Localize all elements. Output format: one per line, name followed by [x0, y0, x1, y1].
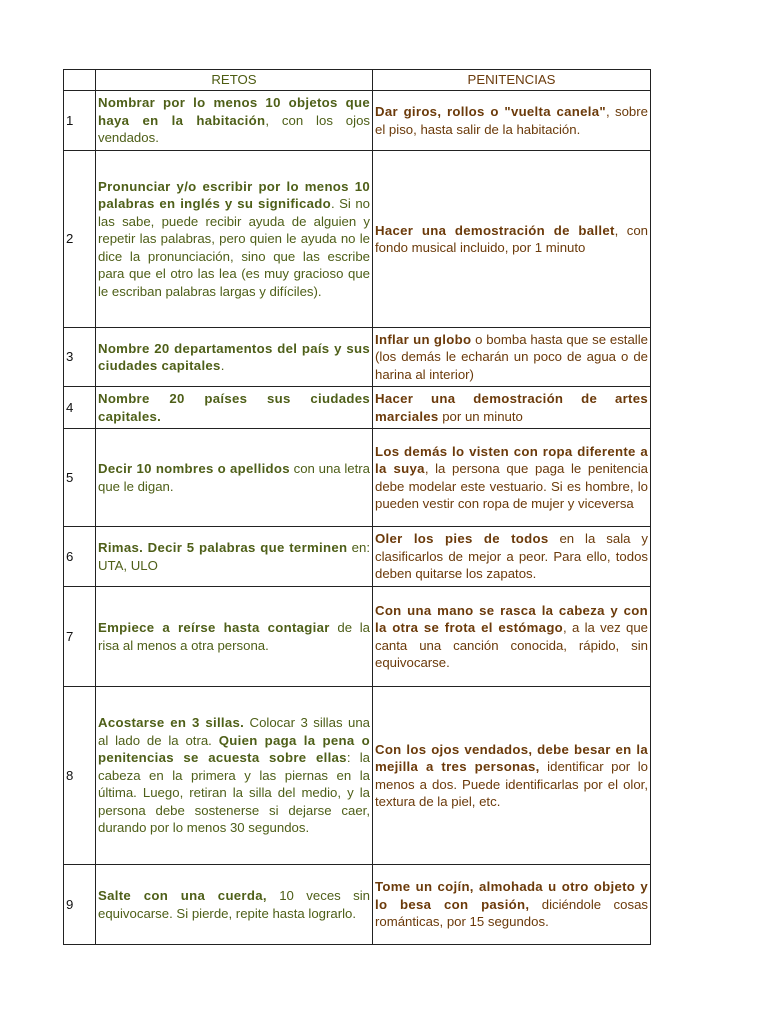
- reto-cell: [96, 151, 373, 328]
- reto-bold-text: Nombre 20 países sus ciudades capitales.: [98, 391, 370, 424]
- table-row: [64, 587, 651, 687]
- penitencia-bold-text: Con una mano se rasca la cabeza y con la otra se frota el estómago: [375, 602, 648, 635]
- penitencia-cell: [373, 429, 651, 527]
- reto-text: .: [220, 358, 225, 373]
- reto-cell: [96, 687, 373, 865]
- reto-cell: [96, 328, 373, 387]
- penitencia-text: por un minuto: [438, 408, 523, 424]
- reto-text: 10 veces sin equivocarse. Si pierde, repite hasta lograrlo.: [98, 888, 370, 921]
- reto-cell: [96, 527, 373, 587]
- reto-bold-text: Rimas. Decir 5 palabras que terminen: [98, 540, 348, 555]
- reto-bold-text: Pronunciar y/o escribir por lo menos 10 palabras en inglés y su significado: [98, 178, 370, 212]
- row-number: 5: [64, 429, 96, 527]
- table-row: [64, 687, 651, 865]
- penitencia-text: , la persona que paga le penitencia debe modelar este vestuario. Si es hombre, lo pueden vestir con ropa de mujer y viceversa: [375, 461, 649, 511]
- reto-bold-text: Quien paga la pena o penitencias se acuesta sobre ellas: [98, 732, 370, 766]
- reto-bold-text: Salte con una cuerda,: [98, 888, 267, 903]
- reto-text: con una letra que le digan.: [98, 461, 370, 494]
- penitencia-cell: [373, 387, 651, 429]
- row-number: 1: [64, 91, 96, 151]
- table-row: [64, 387, 651, 429]
- penitencia-cell: [373, 328, 651, 387]
- penitencia-cell: [373, 91, 651, 151]
- penitencia-cell: [373, 151, 651, 328]
- row-number: 2: [64, 151, 96, 328]
- header-blank-cell: [64, 70, 96, 91]
- reto-text: . Si no las sabe, puede recibir ayuda de alguien y repetir las palabras, pero quien le ayuda no le dice la pronunciación, sino que las escribe para que el otro las lea (es muy gracioso que le escriban palabras largas y difíciles).: [98, 196, 370, 299]
- reto-cell: [96, 91, 373, 151]
- penitencia-text: , sobre el piso, hasta salir de la habitación.: [375, 104, 648, 137]
- row-number: 4: [64, 387, 96, 429]
- reto-cell: [96, 587, 373, 687]
- retos-header: RETOS: [96, 70, 373, 91]
- penitencia-bold-text: Hacer una demostración de artes marciales: [375, 391, 648, 424]
- penitencia-bold-text: Oler los pies de todos: [375, 531, 549, 547]
- penitencia-text: en la sala y clasificarlos de mejor a peor. Para ello, todos deben quitarse los zapatos.: [375, 531, 648, 582]
- penitencia-bold-text: Con los ojos vendados, debe besar en la mejilla a tres personas,: [375, 741, 648, 774]
- penitencia-bold-text: Hacer una demostración de ballet: [375, 222, 615, 238]
- row-number: 8: [64, 687, 96, 865]
- reto-bold-text: Nombre 20 departamentos del país y sus ciudades capitales: [98, 340, 370, 373]
- reto-text: , con los ojos vendados.: [98, 112, 370, 146]
- table-row: [64, 91, 651, 151]
- reto-bold-text: Empiece a reírse hasta contagiar: [98, 620, 330, 635]
- reto-cell: [96, 865, 373, 945]
- table-row: [64, 527, 651, 587]
- penitencia-cell: [373, 865, 651, 945]
- row-number: 6: [64, 527, 96, 587]
- table-row: [64, 865, 651, 945]
- reto-cell: [96, 387, 373, 429]
- penitencia-bold-text: Inflar un globo: [375, 331, 472, 347]
- table-row: [64, 151, 651, 328]
- reto-text: de la risa al menos a otra persona.: [98, 620, 371, 653]
- penitencia-text: , a la vez que canta una canción conocida, rápido, sin equivocarse.: [375, 620, 648, 670]
- penitencia-text: diciéndole cosas románticas, por 15 segundos.: [375, 896, 648, 930]
- table-row: [64, 328, 651, 387]
- penitencia-cell: [373, 687, 651, 865]
- reto-bold-text: Acostarse en 3 sillas.: [98, 715, 245, 731]
- penitencia-text: , con fondo musical incluido, por 1 minuto: [375, 222, 648, 255]
- reto-bold-text: Nombrar por lo menos 10 objetos que haya en la habitación: [98, 95, 370, 128]
- penitencia-bold-text: Dar giros, rollos o "vuelta canela": [375, 104, 606, 119]
- penitencia-text: o bomba hasta que se estalle (los demás le echarán un poco de agua o de harina al interior): [375, 331, 648, 382]
- retos-penitencias-table: [63, 69, 651, 945]
- reto-text: en: UTA, ULO: [98, 540, 370, 573]
- row-number: 9: [64, 865, 96, 945]
- reto-cell: [96, 429, 373, 527]
- reto-bold-text: Decir 10 nombres o apellidos: [98, 461, 290, 476]
- penitencia-cell: [373, 527, 651, 587]
- penitencias-header: PENITENCIAS: [373, 70, 651, 91]
- penitencia-text: identificar por lo menos a dos. Puede identificarlas por el olor, textura de la piel, etc.: [375, 759, 648, 809]
- table-row: [64, 429, 651, 527]
- penitencia-bold-text: Tome un cojín, almohada u otro objeto y lo besa con pasión,: [375, 879, 648, 912]
- penitencia-cell: [373, 587, 651, 687]
- reto-text: Colocar 3 sillas una al lado de la otra.: [98, 715, 370, 748]
- row-number: 3: [64, 328, 96, 387]
- reto-text: : la cabeza en la primera y las piernas en la última. Luego, retiran la silla del medio, y la persona debe sostenerse si dejarse caer, durando por lo menos 30 segundos.: [98, 750, 370, 836]
- row-number: 7: [64, 587, 96, 687]
- penitencia-bold-text: Los demás lo visten con ropa diferente a la suya: [375, 443, 648, 476]
- header-row: [64, 70, 651, 91]
